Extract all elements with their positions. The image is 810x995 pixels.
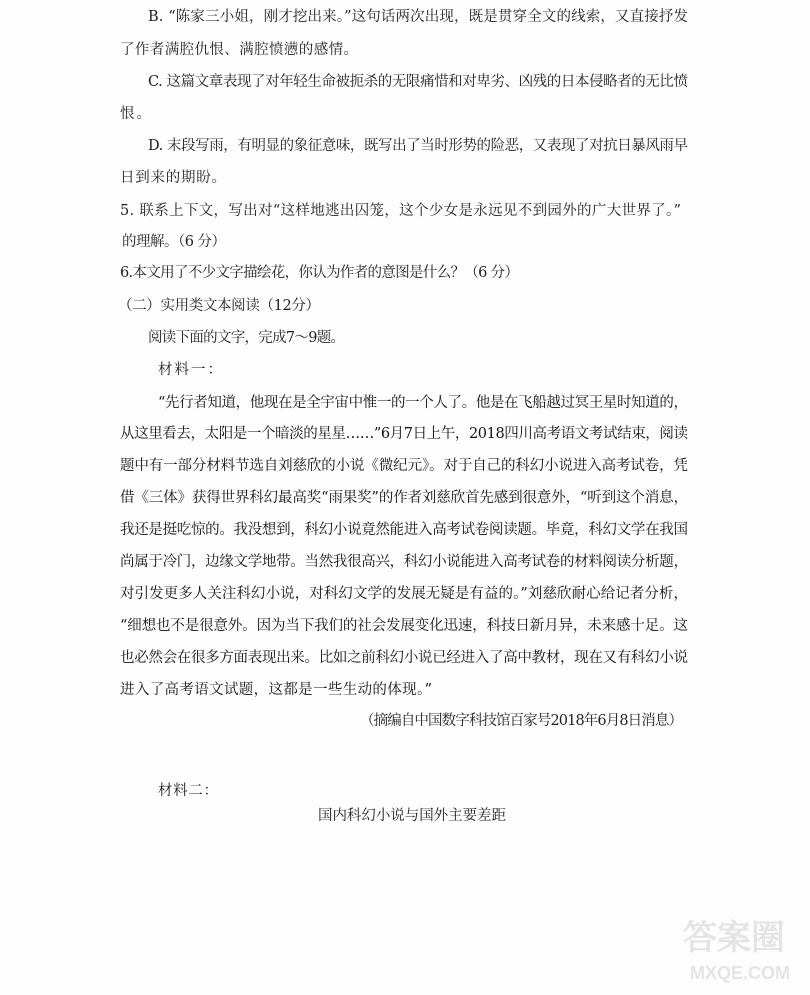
material-1-label: 材料一： xyxy=(158,362,224,378)
option-c-continuation: 恨。 xyxy=(120,106,153,122)
material-1-line: 题中有一部分材料节选自刘慈欣的小说《微纪元》。对于自己的科幻小说进入高考试卷，凭 xyxy=(120,458,688,474)
option-b-continuation: 了作者满腔仇恨、满腔愤懑的感情。 xyxy=(120,42,359,58)
material-1-line: 借《三体》获得世界科幻最高奖“雨果奖”的作者刘慈欣首先感到很意外，“听到这个消息， xyxy=(120,490,688,506)
material-1-line: 我还是挺吃惊的。我没想到，科幻小说竟然能进入高考试卷阅读题。毕竟，科幻文学在我国 xyxy=(120,522,688,538)
material-1-line: “先行者知道，他现在是全宇宙中惟一的一个人了。他是在飞船越过冥王星时知道的， xyxy=(158,395,688,411)
question-6-text: 6.本文用了不少文字描绘花，你认为作者的意图是什么？（6 分） xyxy=(120,265,519,281)
option-b-text: B. “陈家三小姐，刚才挖出来。”这句话两次出现，既是贯穿全文的线索，又直接抒发 xyxy=(148,9,689,25)
question-5-text: 5. 联系上下文，写出对“这样地逃出囚笼，这个少女是永远见不到园外的广大世界了。” xyxy=(120,203,682,219)
material-2-title: 国内科幻小说与国外主要差距 xyxy=(318,808,506,824)
material-1-line: 尚属于冷门，边缘文学地带。当然我很高兴，科幻小说能进入高考试卷的材料阅读分析题， xyxy=(120,554,688,570)
material-1-line: 从这里看去，太阳是一个暗淡的星星……”6月7日上午，2018四川高考语文考试结束，阅读 xyxy=(120,426,688,442)
option-c-text: C. 这篇文章表现了对年轻生命被扼杀的无限痛惜和对卑劣、凶残的日本侵略者的无比愤 xyxy=(148,74,688,90)
option-d-text: D. 末段写雨，有明显的象征意味，既写出了当时形势的险恶，又表现了对抗日暴风雨早 xyxy=(148,138,688,154)
question-5-continuation: 的理解。（6 分） xyxy=(122,234,226,250)
reading-instruction: 阅读下面的文字，完成7～9题。 xyxy=(148,330,345,346)
material-1-line: 也必然会在很多方面表现出来。比如之前科幻小说已经进入了高中教材，现在又有科幻小说 xyxy=(120,650,688,666)
material-1-line: “细想也不是很意外。因为当下我们的社会发展变化迅速，科技日新月异，未来感十足。这 xyxy=(120,618,688,634)
section-heading: （二）实用类文本阅读（12分） xyxy=(118,298,320,314)
material-1-source: （摘编自中国数字科技馆百家号2018年6月8日消息） xyxy=(360,713,683,729)
watermark-site: MXQE.COM xyxy=(690,963,791,983)
material-2-label: 材料二： xyxy=(158,783,219,799)
watermark-logo: 答案圈 xyxy=(683,918,785,958)
material-1-line: 进入了高考语文试题，这都是一些生动的体现。” xyxy=(120,682,433,698)
material-1-line: 对引发更多人关注科幻小说，对科幻文学的发展无疑是有益的。”刘慈欣耐心给记者分析， xyxy=(120,586,689,602)
option-d-continuation: 日到来的期盼。 xyxy=(120,170,227,186)
